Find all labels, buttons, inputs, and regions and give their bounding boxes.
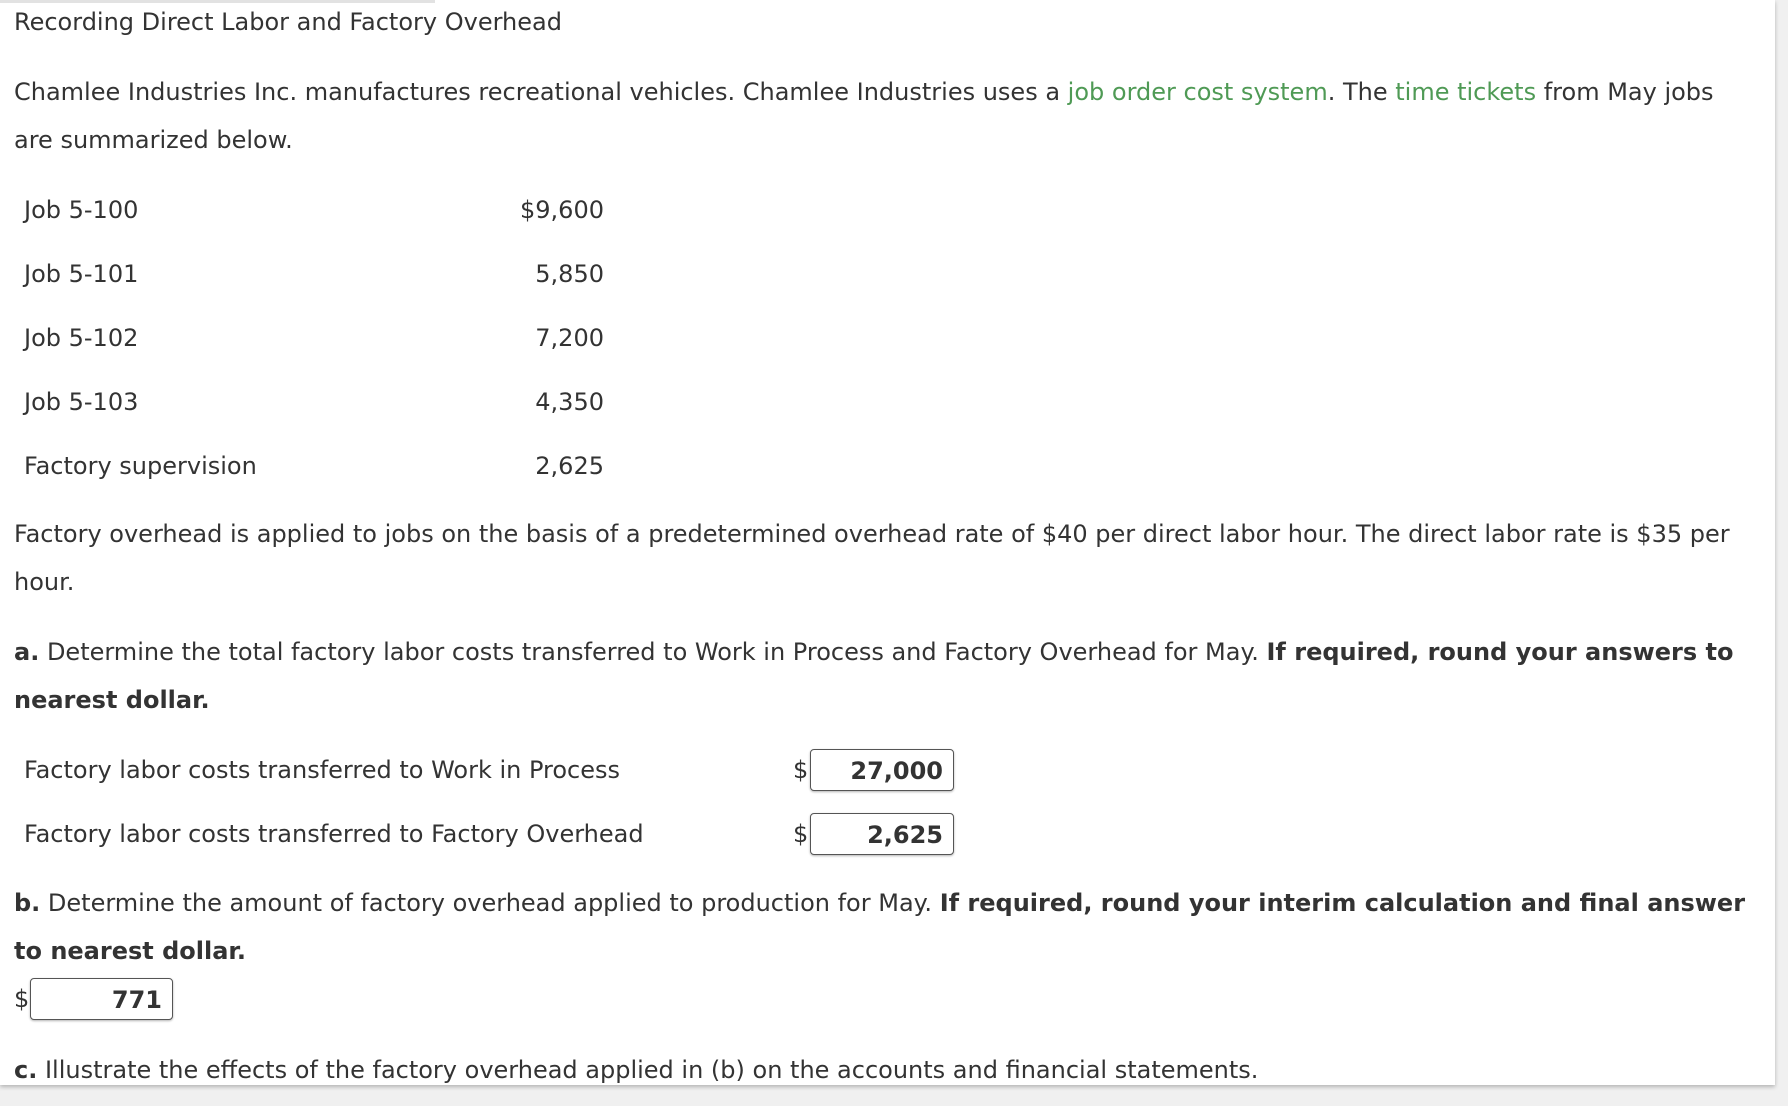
intro-text-1: Chamlee Industries Inc. manufactures recreational vehicles. Chamlee Industries uses a xyxy=(14,78,1068,106)
ticket-amount: 4,350 xyxy=(535,388,604,416)
table-row xyxy=(24,192,604,228)
part-c-text: Illustrate the effects of the factory overhead applied in (b) on the accounts and financial statements. xyxy=(37,1056,1259,1084)
overhead-applied-currency: $ xyxy=(14,985,30,1013)
window-edge xyxy=(1775,0,1788,1106)
intro-paragraph xyxy=(14,68,1764,164)
ticket-label: Job 5-103 xyxy=(24,388,139,416)
ticket-label: Job 5-100 xyxy=(24,196,139,224)
ticket-label: Job 5-101 xyxy=(24,260,139,288)
factory-overhead-label: Factory labor costs transferred to Factory Overhead xyxy=(24,820,644,848)
ticket-label: Job 5-102 xyxy=(24,324,139,352)
wip-currency: $ xyxy=(793,756,809,784)
overhead-text-1: Factory overhead is applied to jobs on the basis of a predetermined overhead rate of $40 per direct labor hour. The direct labor rate is $35 per xyxy=(14,520,1730,548)
overhead-applied-answer-input[interactable]: 771 xyxy=(30,978,173,1020)
time-tickets-link[interactable]: time tickets xyxy=(1395,78,1537,106)
page-title: Recording Direct Labor and Factory Overhead xyxy=(14,8,562,36)
part-b-letter: b. xyxy=(14,889,41,917)
wip-answer-input[interactable]: 27,000 xyxy=(810,749,954,791)
part-b-instruction-1: If required, round your interim calculation and final answer xyxy=(939,889,1746,917)
job-order-cost-system-link[interactable]: job order cost system xyxy=(1067,78,1328,106)
part-b-text: Determine the amount of factory overhead applied to production for May. xyxy=(40,889,940,917)
factory-overhead-currency: $ xyxy=(793,820,809,848)
part-b-question xyxy=(14,879,1764,975)
table-row xyxy=(24,384,604,420)
ticket-amount: 7,200 xyxy=(535,324,604,352)
part-a-letter: a. xyxy=(14,638,40,666)
overhead-text-2: hour. xyxy=(14,568,75,596)
factory-overhead-answer-input[interactable]: 2,625 xyxy=(810,813,954,855)
table-row xyxy=(24,256,604,292)
table-row xyxy=(24,320,604,356)
intro-text-4: are summarized below. xyxy=(14,126,293,154)
ticket-amount: 5,850 xyxy=(535,260,604,288)
table-row xyxy=(24,448,604,484)
top-divider xyxy=(0,0,435,3)
part-a-text: Determine the total factory labor costs transferred to Work in Process and Factory Overhead for May. xyxy=(39,638,1267,666)
part-a-question xyxy=(14,628,1764,724)
intro-text-2: . The xyxy=(1327,78,1396,106)
intro-text-3: from May jobs xyxy=(1536,78,1714,106)
ticket-label: Factory supervision xyxy=(24,452,257,480)
part-a-instruction-1: If required, round your answers to xyxy=(1266,638,1734,666)
ticket-amount: $9,600 xyxy=(520,196,604,224)
part-c-letter: c. xyxy=(14,1056,38,1084)
overhead-paragraph xyxy=(14,510,1764,606)
wip-label: Factory labor costs transferred to Work in Process xyxy=(24,756,621,784)
part-b-instruction-2: to nearest dollar. xyxy=(14,937,246,965)
part-c-question xyxy=(14,1046,1764,1085)
ticket-amount: 2,625 xyxy=(535,452,604,480)
part-a-instruction-2: nearest dollar. xyxy=(14,686,210,714)
